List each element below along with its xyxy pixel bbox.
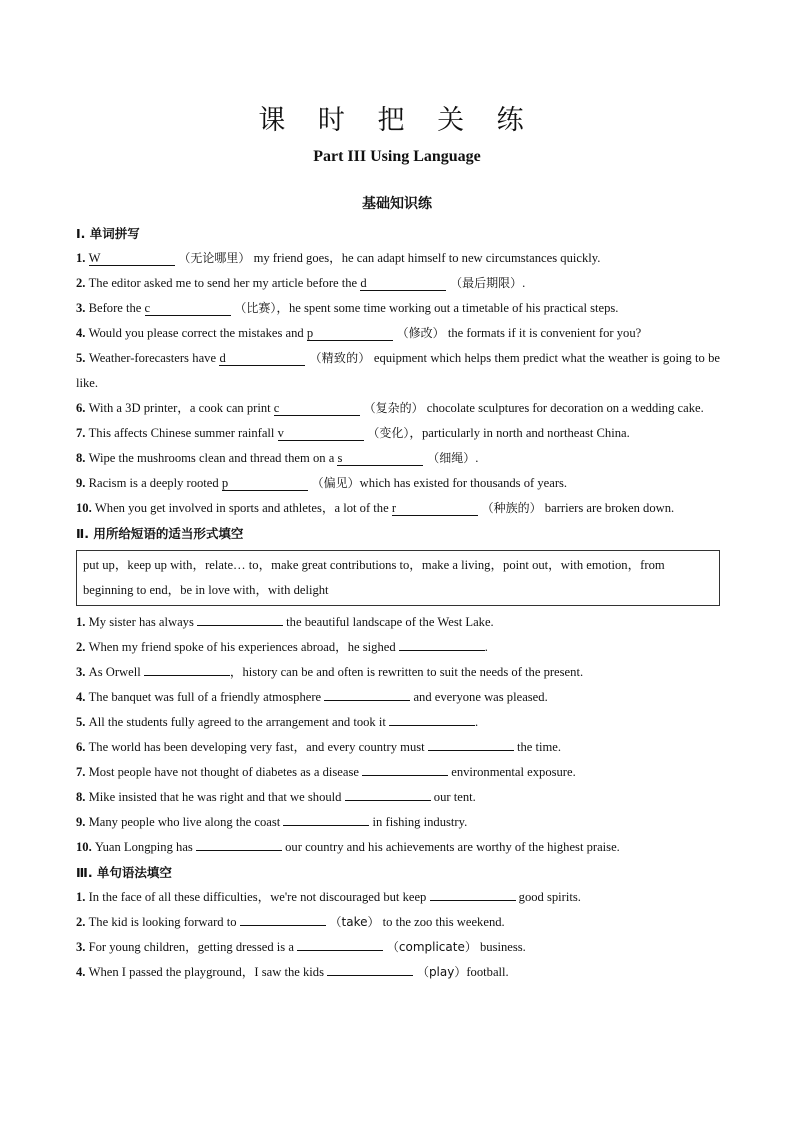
hint-text: （play） xyxy=(413,965,467,979)
question-number: 4. xyxy=(76,326,89,340)
question-text: With a 3D printer，a cook can print xyxy=(88,401,274,415)
question-text: When you get involved in sports and athletes，a lot of the xyxy=(94,501,392,515)
answer-blank[interactable]: r xyxy=(392,501,478,516)
answer-blank[interactable]: c xyxy=(274,401,360,416)
page-subtitle: Part III Using Language xyxy=(313,148,481,165)
question-number: 9. xyxy=(76,476,89,490)
answer-blank[interactable] xyxy=(362,761,448,776)
question-text: Would you please correct the mistakes and xyxy=(88,326,307,340)
answer-blank[interactable]: d xyxy=(360,276,446,291)
question-text: football. xyxy=(466,965,509,979)
question-item xyxy=(76,935,720,960)
question-number: 5. xyxy=(76,351,89,365)
answer-blank[interactable] xyxy=(327,961,413,976)
question-number: 1. xyxy=(76,615,89,629)
hint-text: （偏见） xyxy=(307,476,360,490)
section3-title: Ⅲ. 单句语法填空 xyxy=(76,865,172,880)
section2-title: Ⅱ. 用所给短语的适当形式填空 xyxy=(76,526,244,541)
question-item xyxy=(76,296,720,321)
question-item xyxy=(76,246,720,271)
question-text: ，particularly in north and northeast China. xyxy=(409,426,630,440)
question-text: All the students fully agreed to the arrangement and took it xyxy=(88,715,390,729)
page-title: 课 时 把 关 练 xyxy=(258,105,536,136)
question-text: ，history can be and often is rewritten to suit the needs of the present. xyxy=(229,665,584,679)
answer-blank[interactable]: d xyxy=(219,351,305,366)
question-text: business. xyxy=(476,940,526,954)
question-item xyxy=(76,810,720,835)
answer-blank[interactable] xyxy=(144,661,230,676)
question-text: which has existed for thousands of years. xyxy=(359,476,568,490)
question-item xyxy=(76,610,720,635)
question-item xyxy=(76,446,720,471)
question-text: In the face of all these difficulties，we're not discouraged but keep xyxy=(88,890,430,904)
question-text: our country and his achievements are worthy of the highest praise. xyxy=(281,840,620,854)
question-text: the time. xyxy=(513,740,562,754)
question-text: . xyxy=(522,276,526,290)
question-number: 6. xyxy=(76,740,89,754)
question-number: 10. xyxy=(76,501,95,515)
question-text: equipment which helps them predict what the weather is going to be like. xyxy=(76,351,721,390)
question-text: good spirits. xyxy=(515,890,581,904)
question-text: The editor asked me to send her my article before the xyxy=(88,276,361,290)
question-text: and everyone was pleased. xyxy=(410,690,548,704)
question-text: This affects Chinese summer rainfall xyxy=(88,426,278,440)
question-item xyxy=(76,346,720,396)
hint-text: （细绳） xyxy=(423,451,476,465)
question-item xyxy=(76,960,720,985)
question-text: Racism is a deeply rooted xyxy=(88,476,222,490)
question-item xyxy=(76,685,720,710)
question-item xyxy=(76,496,720,521)
question-text: Weather-forecasters have xyxy=(88,351,220,365)
question-item xyxy=(76,785,720,810)
hint-text: （无论哪里） xyxy=(174,251,251,265)
hint-text: （精致的） xyxy=(305,351,371,365)
question-number: 3. xyxy=(76,940,89,954)
question-text: the formats if it is convenient for you? xyxy=(444,326,642,340)
question-text: When I passed the playground，I saw the kids xyxy=(88,965,328,979)
question-text: When my friend spoke of his experiences abroad，he sighed xyxy=(88,640,399,654)
answer-blank[interactable] xyxy=(399,636,485,651)
question-number: 3. xyxy=(76,665,89,679)
question-item xyxy=(76,660,720,685)
question-text: Mike insisted that he was right and that we should xyxy=(88,790,345,804)
answer-blank[interactable] xyxy=(430,886,516,901)
question-text: the beautiful landscape of the West Lake. xyxy=(283,615,494,629)
question-text: . xyxy=(484,640,488,654)
phrase-box: put up，keep up with，relate… to，make great contributions to，make a living，point out，with emotion，from beginning to end，be in love with，with delight xyxy=(76,550,720,606)
question-item xyxy=(76,421,720,446)
question-text: . xyxy=(475,715,479,729)
answer-blank[interactable]: c xyxy=(145,301,231,316)
answer-blank[interactable] xyxy=(428,736,514,751)
question-number: 9. xyxy=(76,815,89,829)
answer-blank[interactable] xyxy=(389,711,475,726)
worksheet-content xyxy=(76,221,720,985)
question-text: My sister has always xyxy=(88,615,198,629)
hint-text: （最后期限） xyxy=(446,276,523,290)
answer-blank[interactable]: p xyxy=(307,326,393,341)
question-text: Most people have not thought of diabetes as a disease xyxy=(88,765,363,779)
answer-blank[interactable]: v xyxy=(278,426,364,441)
question-item xyxy=(76,471,720,496)
question-item xyxy=(76,885,720,910)
question-number: 4. xyxy=(76,965,89,979)
question-item xyxy=(76,271,720,296)
answer-blank[interactable] xyxy=(197,611,283,626)
question-text: barriers are broken down. xyxy=(541,501,675,515)
answer-blank[interactable] xyxy=(345,786,431,801)
question-text: . xyxy=(475,451,479,465)
question-number: 7. xyxy=(76,765,89,779)
question-item xyxy=(76,760,720,785)
section2-list xyxy=(76,610,720,860)
question-text: chocolate sculptures for decoration on a wedding cake. xyxy=(423,401,704,415)
answer-blank[interactable] xyxy=(283,811,369,826)
answer-blank[interactable]: p xyxy=(222,476,308,491)
question-number: 6. xyxy=(76,401,89,415)
answer-blank[interactable]: s xyxy=(337,451,423,466)
question-text: ，he spent some time working out a timetable of his practical steps. xyxy=(276,301,619,315)
answer-blank[interactable]: W xyxy=(89,251,175,266)
question-number: 7. xyxy=(76,426,89,440)
question-number: 2. xyxy=(76,640,89,654)
question-item xyxy=(76,835,720,860)
question-number: 1. xyxy=(76,890,89,904)
hint-text: （complicate） xyxy=(383,940,477,954)
question-text: our tent. xyxy=(430,790,476,804)
question-text: For young children，getting dressed is a xyxy=(88,940,298,954)
question-number: 4. xyxy=(76,690,89,704)
hint-text: （复杂的） xyxy=(359,401,424,415)
section3-list xyxy=(76,885,720,985)
question-text: The kid is looking forward to xyxy=(88,915,240,929)
question-text: Many people who live along the coast xyxy=(88,815,284,829)
hint-text: （变化） xyxy=(363,426,410,440)
question-text: Wipe the mushrooms clean and thread them on a xyxy=(88,451,338,465)
question-number: 3. xyxy=(76,301,89,315)
question-item xyxy=(76,735,720,760)
question-text: environmental exposure. xyxy=(448,765,576,779)
question-text: my friend goes，he can adapt himself to new circumstances quickly. xyxy=(250,251,601,265)
question-number: 1. xyxy=(76,251,89,265)
question-item xyxy=(76,321,720,346)
section1-list xyxy=(76,246,720,521)
answer-blank[interactable] xyxy=(297,936,383,951)
answer-blank[interactable] xyxy=(324,686,410,701)
question-text: Yuan Longping has xyxy=(94,840,196,854)
question-number: 5. xyxy=(76,715,89,729)
question-text: to the zoo this weekend. xyxy=(379,915,505,929)
hint-text: （比赛） xyxy=(230,301,277,315)
answer-blank[interactable] xyxy=(196,836,282,851)
question-item xyxy=(76,710,720,735)
section-heading: 基础知识练 xyxy=(362,196,432,212)
question-number: 8. xyxy=(76,451,89,465)
question-item xyxy=(76,396,720,421)
question-item xyxy=(76,910,720,935)
hint-text: （修改） xyxy=(392,326,445,340)
question-text: in fishing industry. xyxy=(369,815,468,829)
question-text: The banquet was full of a friendly atmosphere xyxy=(88,690,325,704)
question-item xyxy=(76,635,720,660)
answer-blank[interactable] xyxy=(240,911,326,926)
hint-text: （take） xyxy=(325,915,380,929)
question-text: Before the xyxy=(88,301,145,315)
hint-text: （种族的） xyxy=(477,501,542,515)
question-number: 8. xyxy=(76,790,89,804)
question-text: The world has been developing very fast，and every country must xyxy=(88,740,428,754)
question-number: 2. xyxy=(76,915,89,929)
question-text: As Orwell xyxy=(88,665,144,679)
question-number: 2. xyxy=(76,276,89,290)
question-number: 10. xyxy=(76,840,95,854)
section1-title: Ⅰ. 单词拼写 xyxy=(76,226,140,241)
